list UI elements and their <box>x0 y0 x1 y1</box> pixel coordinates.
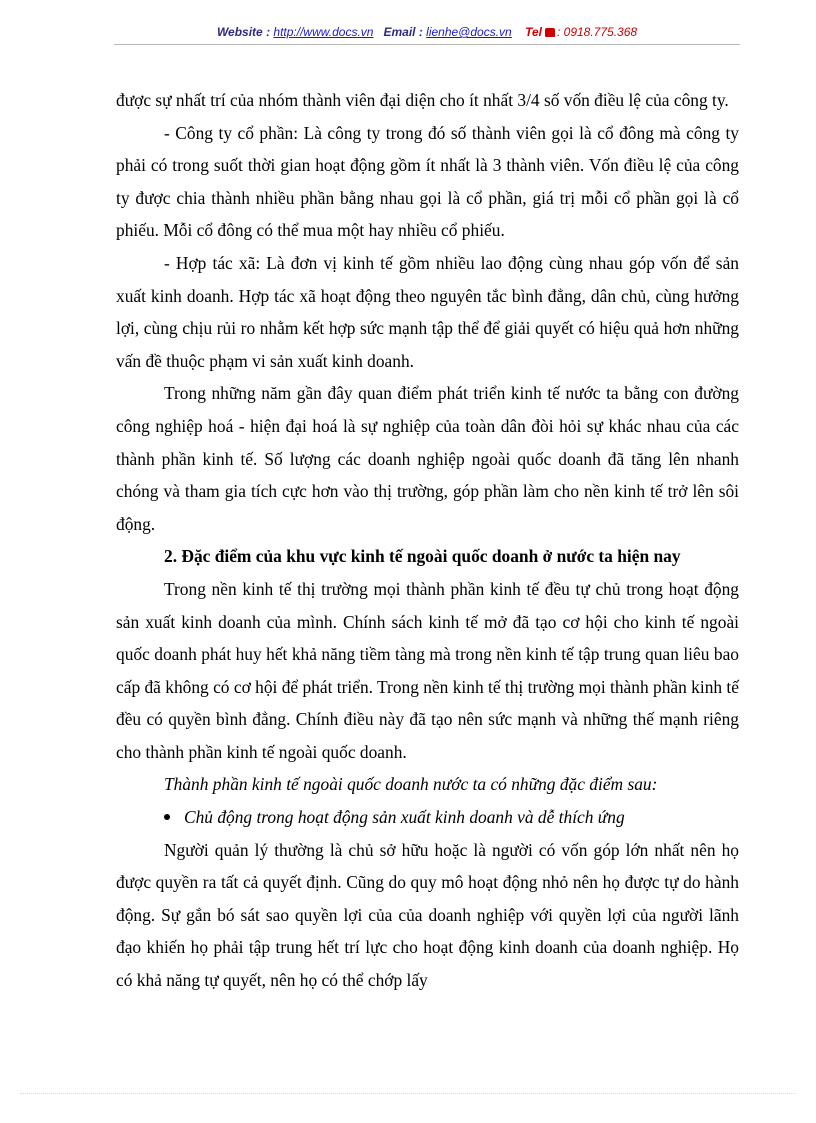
tel-number: : 0918.775.368 <box>556 25 638 39</box>
tel-label: Tel <box>525 25 542 39</box>
bullet-icon <box>164 814 170 820</box>
paragraph-cooperative: - Hợp tác xã: Là đơn vị kinh tế gồm nhiều lao động cùng nhau góp vốn để sản xuất kinh doanh. Hợp tác xã hoạt động theo nguyên tắc bình đẳng, dân chủ, cùng hưởng lợi, cùng chịu rủi ro nhằm kết hợp sức mạnh tập thể để giải quyết có hiệu quả hơn những vấn đề thuộc phạm vi sản xuất kinh doanh. <box>116 252 739 371</box>
list-item <box>116 801 739 834</box>
paragraph-characteristics-intro: Thành phần kinh tế ngoài quốc doanh nước ta có những đặc điểm sau: <box>164 774 658 795</box>
website-separator: : <box>262 25 274 39</box>
email-label: Email <box>383 25 416 39</box>
document-body <box>116 84 739 997</box>
section-heading: 2. Đặc điểm của khu vực kinh tế ngoài quốc doanh ở nước ta hiện nay <box>164 546 681 567</box>
website-label: Website <box>216 25 263 39</box>
paragraph-market-economy: Trong nền kinh tế thị trường mọi thành phần kinh tế đều tự chủ trong hoạt động sản xuất kinh doanh của mình. Chính sách kinh tế mở đã tạo cơ hội cho kinh tế ngoài quốc doanh phát huy hết khả năng tiềm tàng mà trong nền kinh tế tập trung quan liêu bao cấp đã không có cơ hội để phát triển. Trong nền kinh tế thị trường mọi thành phần kinh tế đều có quyền bình đẳng. Chính điều này đã tạo nên sức mạnh và những thế mạnh riêng cho thành phần kinh tế ngoài quốc doanh. <box>116 578 739 762</box>
footer-divider <box>20 1093 796 1094</box>
website-link[interactable]: http://www.docs.vn <box>273 25 374 39</box>
email-link[interactable]: lienhe@docs.vn <box>426 25 512 39</box>
phone-icon <box>545 28 555 37</box>
paragraph-joint-stock-company: - Công ty cổ phần: Là công ty trong đó số thành viên gọi là cổ đông mà công ty phải có trong suốt thời gian hoạt động gồm ít nhất là 3 thành viên. Vốn điều lệ của công ty được chia thành nhiều phần bằng nhau gọi là cổ phần, giá trị mỗi cổ phần gọi là cổ phiếu. Mỗi cổ đông có thể mua một hay nhiều cổ phiếu. <box>116 122 739 241</box>
paragraph-recent-years: Trong những năm gần đây quan điểm phát triển kinh tế nước ta bằng con đường công nghiệp hoá - hiện đại hoá là sự nghiệp của toàn dân đòi hỏi sự khác nhau của các thành phần kinh tế. Số lượng các doanh nghiệp ngoài quốc doanh đã tăng lên nhanh chóng và tham gia tích cực hơn vào thị trường, góp phần làm cho nền kinh tế trở lên sôi động. <box>116 383 739 534</box>
paragraph-continuation: được sự nhất trí của nhóm thành viên đại diện cho ít nhất 3/4 số vốn điều lệ của công ty. <box>116 90 729 110</box>
email-separator: : <box>415 25 427 39</box>
paragraph-manager: Người quản lý thường là chủ sở hữu hoặc là người có vốn góp lớn nhất nên họ được quyền ra tất cả quyết định. Cũng do quy mô hoạt động nhỏ nên họ được tự do hành động. Sự gắn bó sát sao quyền lợi của của doanh nghiệp với quyền lợi của người lãnh đạo khiến họ phải tập trung hết trí lực cho hoạt động kinh doanh của doanh nghiệp. Họ có khả năng tự quyết, nên họ có thể chớp lấy <box>116 839 739 991</box>
bullet-text: Chủ động trong hoạt động sản xuất kinh doanh và dễ thích ứng <box>184 807 625 828</box>
page-header <box>114 22 740 45</box>
